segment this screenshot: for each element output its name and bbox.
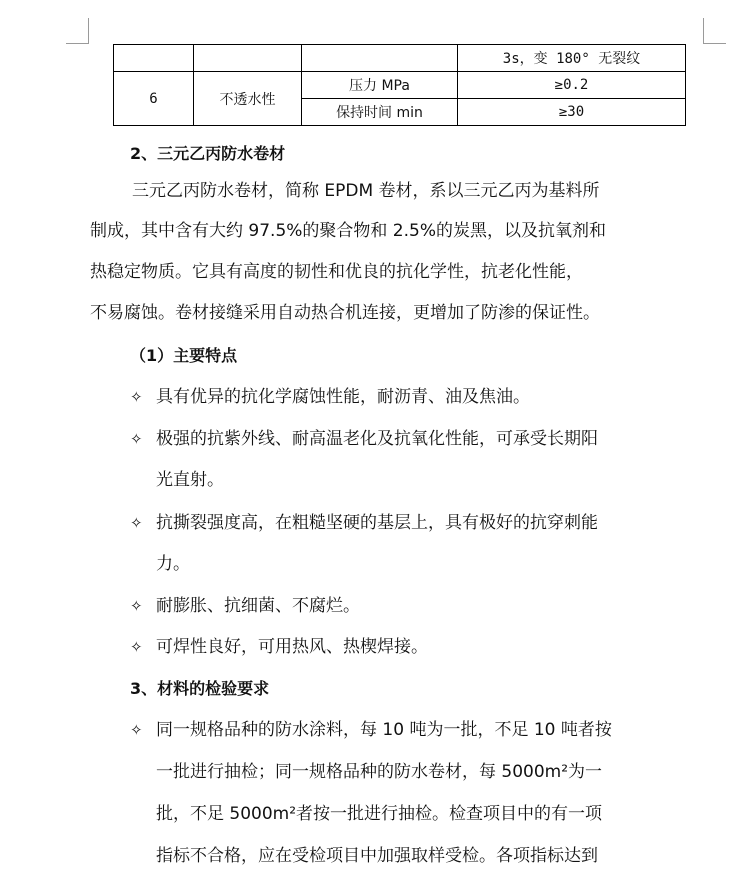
list-item: 极强的抗紫外线、耐高温老化及抗氧化性能，可承受长期阳 — [156, 429, 598, 449]
table-cell-value: ≥0.2 — [458, 72, 686, 99]
page-corner-mark-right-h — [703, 43, 726, 44]
paragraph-line: 不易腐蚀。卷材接缝采用自动热合机连接，更增加了防渗的保证性。 — [90, 303, 600, 323]
table-row — [114, 45, 686, 72]
list-item: 具有优异的抗化学腐蚀性能，耐沥青、油及焦油。 — [156, 387, 530, 407]
table-row — [114, 72, 686, 99]
page-corner-mark-left-h — [66, 43, 89, 44]
list-item-continuation: 指标不合格，应在受检项目中加强取样受检。各项指标达到 — [156, 846, 598, 866]
list-item-continuation: 批，不足 5000m²者按一批进行抽检。检查项目中的有一项 — [156, 804, 603, 824]
paragraph-line: 三元乙丙防水卷材，简称 EPDM 卷材，系以三元乙丙为基料所 — [132, 181, 600, 201]
list-item: 抗撕裂强度高，在粗糙坚硬的基层上，具有极好的抗穿刺能 — [156, 513, 598, 533]
section-heading: 3、材料的检验要求 — [130, 679, 270, 698]
list-item-continuation: 光直射。 — [156, 470, 224, 490]
table-cell-index: 6 — [114, 72, 194, 126]
table-cell-name: 不透水性 — [194, 72, 302, 126]
page-corner-mark-right-v — [703, 18, 704, 44]
list-item: 同一规格品种的防水涂料，每 10 吨为一批，不足 10 吨者按 — [156, 720, 612, 740]
bullet-icon: ✧ — [130, 597, 143, 615]
bullet-icon: ✧ — [130, 430, 143, 448]
bullet-icon: ✧ — [130, 388, 143, 406]
list-item: 耐膨胀、抗细菌、不腐烂。 — [156, 596, 360, 616]
bullet-icon: ✧ — [130, 514, 143, 532]
table-cell-empty — [302, 45, 458, 72]
table-cell-param: 保持时间 min — [302, 99, 458, 126]
list-item: 可焊性良好，可用热风、热楔焊接。 — [156, 637, 428, 657]
page-corner-mark-left-v — [88, 18, 89, 44]
subsection-heading: （1）主要特点 — [130, 346, 238, 365]
paragraph-line: 热稳定物质。它具有高度的韧性和优良的抗化学性，抗老化性能， — [90, 262, 583, 282]
spec-table — [113, 44, 686, 126]
table-cell-value: ≥30 — [458, 99, 686, 126]
table-cell-empty — [114, 45, 194, 72]
table-cell-empty — [194, 45, 302, 72]
bullet-icon: ✧ — [130, 721, 143, 739]
table-cell-value: 3s，变 180° 无裂纹 — [458, 45, 686, 72]
paragraph-line: 制成，其中含有大约 97.5%的聚合物和 2.5%的炭黑，以及抗氧剂和 — [90, 221, 607, 241]
table-cell-param: 压力 MPa — [302, 72, 458, 99]
bullet-icon: ✧ — [130, 638, 143, 656]
list-item-continuation: 一批进行抽检；同一规格品种的防水卷材，每 5000m²为一 — [156, 762, 603, 782]
section-heading: 2、三元乙丙防水卷材 — [130, 144, 286, 163]
list-item-continuation: 力。 — [156, 554, 190, 574]
